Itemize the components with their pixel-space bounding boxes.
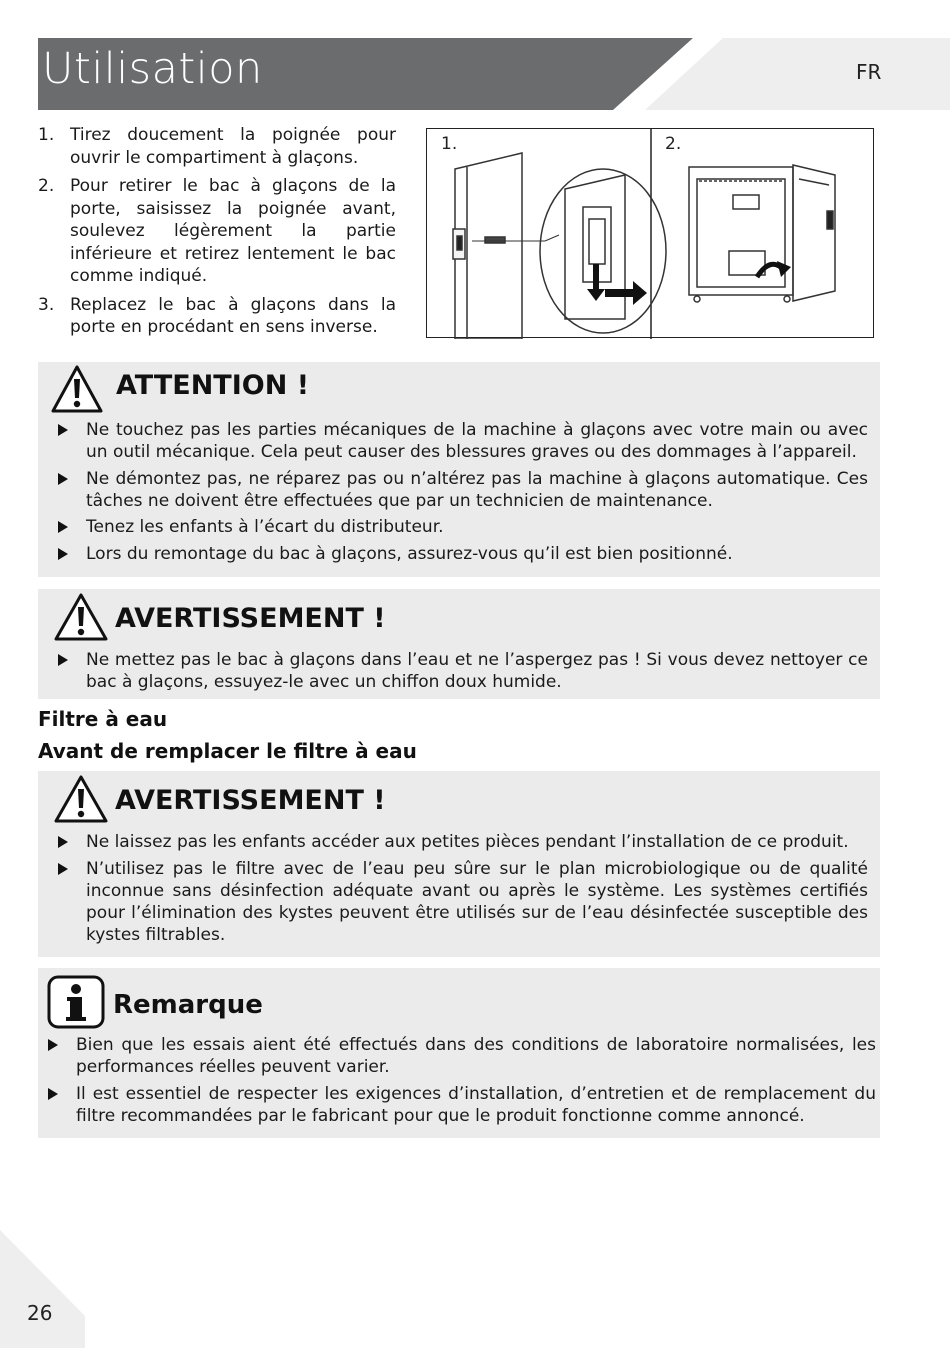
bullet-triangle-icon	[58, 863, 68, 875]
list-item-text: Tenez les enfants à l’écart du distributeur.	[86, 517, 444, 537]
step-text: Replacez le bac à glaçons dans la porte en procédant en sens inverse.	[70, 294, 396, 337]
attention-title: ATTENTION !	[116, 370, 310, 401]
list-item	[38, 468, 868, 512]
attention-box	[38, 362, 880, 577]
list-item-text: Il est essentiel de respecter les exigences d’installation, d’entretien et de remplacement du filtre recommandées par le fabricant pour que le produit fonctionne comme annoncé.	[76, 1083, 876, 1126]
figure-label-2: 2.	[665, 134, 682, 154]
warning-box	[38, 589, 880, 699]
list-item-text: Bien que les essais aient été effectués dans des conditions de laboratoire normalisées, les performances réelles peuvent varier.	[76, 1035, 876, 1077]
ice-tray-illustration	[426, 128, 874, 338]
warning-list	[38, 831, 868, 950]
step-number: 3.	[38, 294, 55, 315]
bullet-triangle-icon	[48, 1039, 58, 1051]
note-box	[38, 968, 880, 1138]
bullet-triangle-icon	[48, 1088, 58, 1100]
warning-triangle-icon	[53, 774, 109, 824]
list-item-text: Ne laissez pas les enfants accéder aux petites pièces pendant l’installation de ce produit.	[86, 832, 849, 852]
step-number: 1.	[38, 125, 55, 145]
footer-corner-shape	[0, 1230, 85, 1348]
list-item	[38, 419, 868, 463]
step-text: Pour retirer le bac à glaçons de la porte, saisissez la poignée avant, soulevez légèrement la partie inférieure et retirez lentement le bac comme indiqué.	[70, 176, 396, 286]
warning-title: AVERTISSEMENT !	[115, 603, 386, 634]
warning-triangle-icon	[50, 364, 104, 414]
step-number: 2.	[38, 176, 55, 196]
list-item	[28, 1034, 876, 1078]
list-item-text: Ne démontez pas, ne réparez pas ou n’altérez pas la machine à glaçons automatique. Ces tâches ne doivent être effectuées que par un technicien de maintenance.	[86, 468, 868, 511]
list-item	[38, 516, 868, 538]
warning-title: AVERTISSEMENT !	[115, 785, 386, 816]
step-item	[38, 175, 396, 288]
step-item	[38, 294, 396, 339]
bullet-triangle-icon	[58, 654, 68, 666]
bullet-triangle-icon	[58, 424, 68, 436]
door-drawing	[453, 153, 545, 339]
warning-box	[38, 771, 880, 957]
note-list	[28, 1034, 876, 1131]
step-text: Tirez doucement la poignée pour ouvrir le compartiment à glaçons.	[70, 125, 396, 168]
compartment-drawing	[689, 165, 835, 302]
list-item-text: Ne touchez pas les parties mécaniques de la machine à glaçons avec votre main ou avec un outil mécanique. Cela peut causer des blessures graves ou des dommages à l’appareil.	[86, 420, 868, 462]
bullet-triangle-icon	[58, 473, 68, 485]
warning-list	[38, 649, 868, 698]
bullet-triangle-icon	[58, 836, 68, 848]
page-title: Utilisation	[42, 44, 263, 94]
section-subheading: Avant de remplacer le filtre à eau	[38, 739, 417, 763]
list-item	[38, 858, 868, 946]
warning-triangle-icon	[53, 592, 109, 642]
zoom-detail-drawing	[540, 169, 666, 333]
list-item-text: Ne mettez pas le bac à glaçons dans l’eau et ne l’aspergez pas ! Si vous devez nettoyer ce bac à glaçons, essuyez-le avec un chiffon doux humide.	[86, 650, 868, 692]
list-item-text: Lors du remontage du bac à glaçons, assurez-vous qu’il est bien positionné.	[86, 543, 733, 564]
list-item	[38, 831, 868, 853]
steps-list	[38, 124, 396, 345]
page-number: 26	[27, 1301, 53, 1325]
list-item-text: N’utilisez pas le filtre avec de l’eau peu sûre sur le plan microbiologique ou de qualité inconnue sans désinfection adéquate avant ou après le système. Les systèmes certifiés pour l’élimination des kystes peuvent être utilisés sur de l’eau désinfectée susceptible des kystes filtrables.	[86, 858, 868, 945]
attention-list	[38, 419, 868, 569]
info-icon	[47, 975, 105, 1029]
section-heading: Filtre à eau	[38, 707, 168, 731]
bullet-triangle-icon	[58, 548, 68, 560]
note-title: Remarque	[113, 990, 263, 1020]
step-item	[38, 124, 396, 169]
list-item	[38, 543, 868, 565]
list-item	[38, 649, 868, 693]
list-item	[28, 1083, 876, 1127]
header-tab-shape	[645, 38, 950, 110]
language-code: FR	[856, 60, 882, 84]
figure-label-1: 1.	[441, 134, 458, 154]
bullet-triangle-icon	[58, 521, 68, 533]
